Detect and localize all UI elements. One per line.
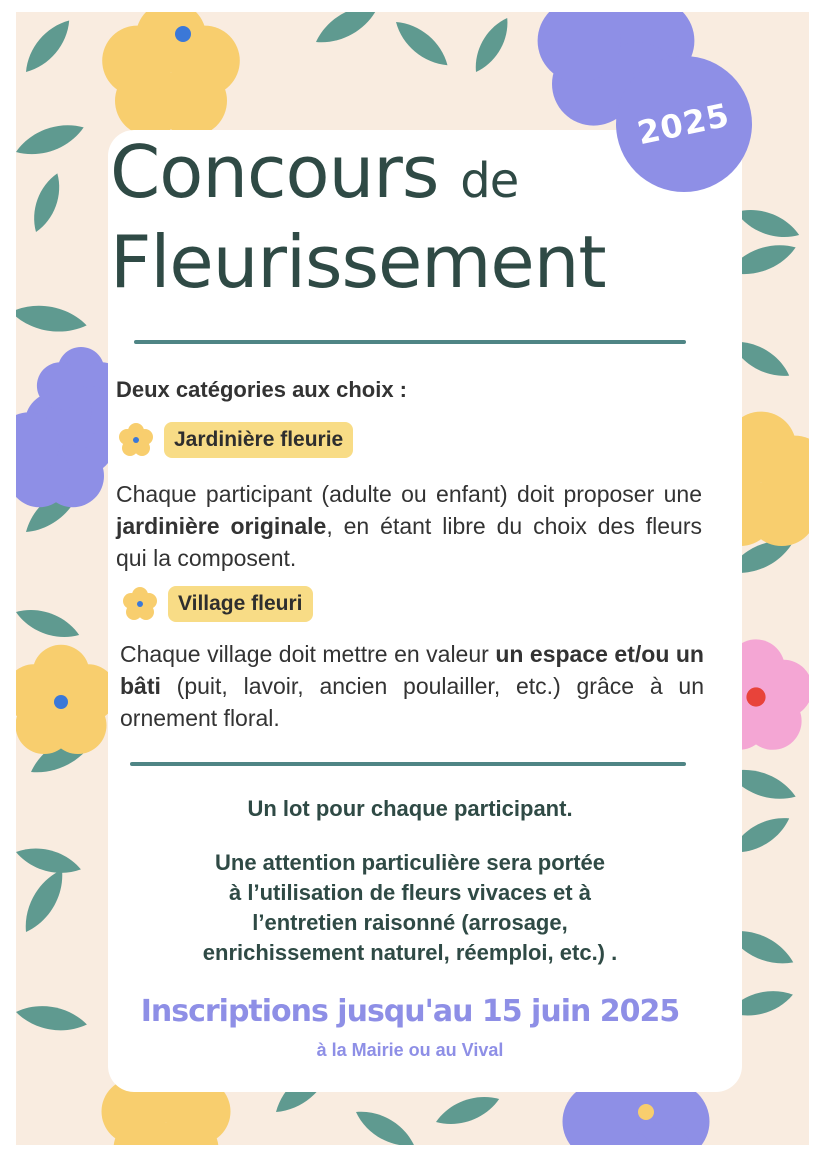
- category2-text-before: Chaque village doit mettre en valeur: [120, 641, 496, 667]
- attention-text: [100, 848, 720, 968]
- category1-header: [118, 422, 353, 458]
- attention-line: Une attention particulière sera portée: [215, 850, 605, 875]
- lot-text: Un lot pour chaque participant.: [247, 796, 573, 821]
- inscriptions-location: à la Mairie ou au Vival: [316, 1040, 504, 1060]
- attention-line: à l’utilisation de fleurs vivaces et à: [229, 880, 591, 905]
- divider-top: [134, 340, 686, 344]
- attention-line: enrichissement naturel, réemploi, etc.) .: [202, 940, 618, 965]
- attention-line: l’entretien raisonné (arrosage,: [252, 910, 568, 935]
- category1-text-before: Chaque participant (adulte ou enfant) doit proposer une: [116, 481, 702, 507]
- category1-label: Jardinière fleurie: [164, 422, 353, 458]
- divider-bottom: [130, 762, 686, 766]
- title-fleurissement: Fleurissement: [110, 220, 606, 304]
- category1-text-bold: jardinière originale: [116, 513, 327, 539]
- category1-description: [116, 478, 702, 574]
- page-title: [110, 130, 710, 304]
- inscriptions-deadline: Inscriptions jusqu'au 15 juin 2025: [140, 994, 680, 1029]
- category2-text-after: (puit, lavoir, ancien poulailler, etc.) grâce à un ornement floral.: [120, 673, 704, 731]
- category1-text-after: , en étant libre du choix des fleurs qui la composent.: [116, 513, 702, 571]
- title-concours: Concours: [110, 130, 439, 214]
- category2-text-bold: un espace et/ou un bâti: [120, 641, 704, 699]
- title-de: de: [460, 153, 519, 209]
- categories-heading: Deux catégories aux choix :: [116, 377, 407, 402]
- flower-icon: [122, 586, 158, 622]
- year-badge-text: 2025: [634, 95, 734, 153]
- category2-header: [122, 586, 313, 622]
- category2-description: [120, 638, 704, 734]
- title-line1: [110, 130, 710, 214]
- flower-icon: [118, 422, 154, 458]
- category2-label: Village fleuri: [168, 586, 313, 622]
